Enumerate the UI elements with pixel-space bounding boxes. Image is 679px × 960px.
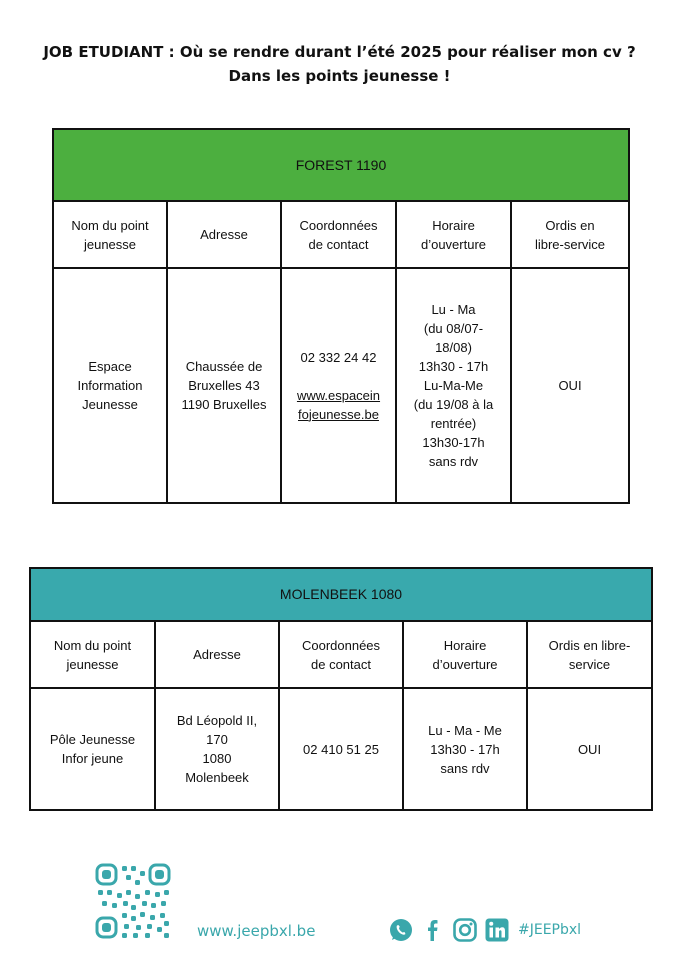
- whatsapp-icon[interactable]: [388, 917, 414, 943]
- commune-header: FOREST 1190: [53, 129, 629, 201]
- cell-computers: OUI: [527, 688, 652, 810]
- cell-computers: OUI: [511, 268, 629, 503]
- header-name: Nom du point jeunesse: [30, 621, 155, 688]
- facebook-icon[interactable]: [420, 917, 446, 943]
- cell-address: Bd Léopold II, 170 1080 Molenbeek: [155, 688, 279, 810]
- molenbeek-table: [29, 567, 653, 811]
- cell-contact: 02 410 51 25: [279, 688, 403, 810]
- header-address: Adresse: [155, 621, 279, 688]
- contact-phone: 02 332 24 42: [300, 349, 377, 365]
- social-links: [388, 916, 581, 944]
- header-hours: Horaire d’ouverture: [403, 621, 527, 688]
- page-title: [0, 40, 679, 88]
- header-hours: Horaire d’ouverture: [396, 201, 511, 268]
- contact-website-link[interactable]: www.espacein: [296, 387, 381, 403]
- cell-name: Pôle Jeunesse Infor jeune: [30, 688, 155, 810]
- cell-hours: Lu - Ma - Me 13h30 - 17h sans rdv: [403, 688, 527, 810]
- footer: [0, 855, 679, 955]
- commune-header: MOLENBEEK 1080: [30, 568, 652, 621]
- header-contact: Coordonnées de contact: [279, 621, 403, 688]
- cell-name: Espace Information Jeunesse: [53, 268, 167, 503]
- cell-address: Chaussée de Bruxelles 43 1190 Bruxelles: [167, 268, 281, 503]
- footer-hashtag: #JEEPbxl: [518, 922, 582, 938]
- footer-website-link[interactable]: www.jeepbxl.be: [197, 922, 316, 940]
- header-computers: Ordis en libre-service: [511, 201, 629, 268]
- header-name: Nom du point jeunesse: [53, 201, 167, 268]
- forest-table: [52, 128, 630, 504]
- linkedin-icon[interactable]: [484, 917, 510, 943]
- qr-code[interactable]: [95, 863, 171, 939]
- header-address: Adresse: [167, 201, 281, 268]
- header-contact: Coordonnées de contact: [281, 201, 396, 268]
- cell-hours: Lu - Ma (du 08/07- 18/08) 13h30 - 17h Lu-Ma-Me (du 19/08 à la rentrée) 13h30-17h sans rdv: [396, 268, 511, 503]
- contact-website-link-cont[interactable]: fojeunesse.be: [298, 406, 379, 422]
- cell-contact: [281, 268, 396, 503]
- title-line-2: Dans les points jeunesse !: [228, 67, 451, 85]
- header-computers: Ordis en libre- service: [527, 621, 652, 688]
- title-line-1: JOB ETUDIANT : Où se rendre durant l’été 2025 pour réaliser mon cv ?: [43, 43, 636, 61]
- instagram-icon[interactable]: [452, 917, 478, 943]
